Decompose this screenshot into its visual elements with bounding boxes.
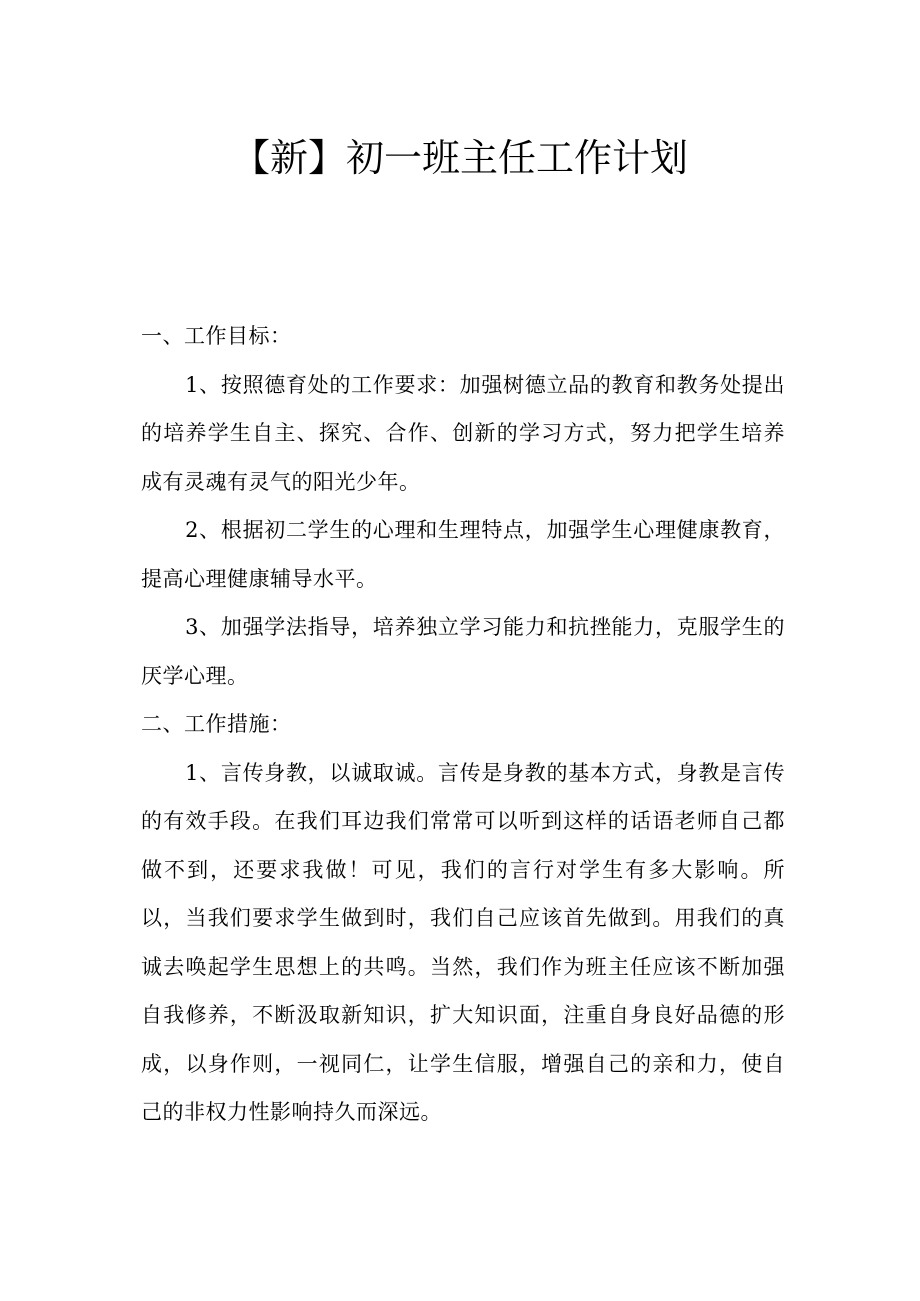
section-goals [141,312,785,700]
paragraph-goal-1: 1、按照德育处的工作要求：加强树德立品的教育和教务处提出的培养学生自主、探究、合作、创新的学习方式，努力把学生培养成有灵魂有灵气的阳光少年。 [141,372,785,494]
section-measures [141,700,785,1137]
section-heading-measures: 二、工作措施： [141,712,292,736]
document-title: 【新】初一班主任工作计划 [231,136,688,180]
document-body [141,312,785,1137]
paragraph-goal-2: 2、根据初二学生的心理和生理特点，加强学生心理健康教育，提高心理健康辅导水平。 [141,518,785,591]
section-heading-goals: 一、工作目标： [141,324,292,348]
paragraph-measure-1: 1、言传身教，以诚取诚。言传是身教的基本方式，身教是言传的有效手段。在我们耳边我们常常可以听到这样的话语老师自己都做不到，还要求我做！可见，我们的言行对学生有多大影响。所以，当我们要求学生做到时，我们自己应该首先做到。用我们的真诚去唤起学生思想上的共鸣。当然，我们作为班主任应该不断加强自我修养，不断汲取新知识，扩大知识面，注重自身良好品德的形成，以身作则，一视同仁，让学生信服，增强自己的亲和力，使自己的非权力性影响持久而深远。 [141,760,785,1124]
paragraph-goal-3: 3、加强学法指导，培养独立学习能力和抗挫能力，克服学生的厌学心理。 [141,615,785,688]
